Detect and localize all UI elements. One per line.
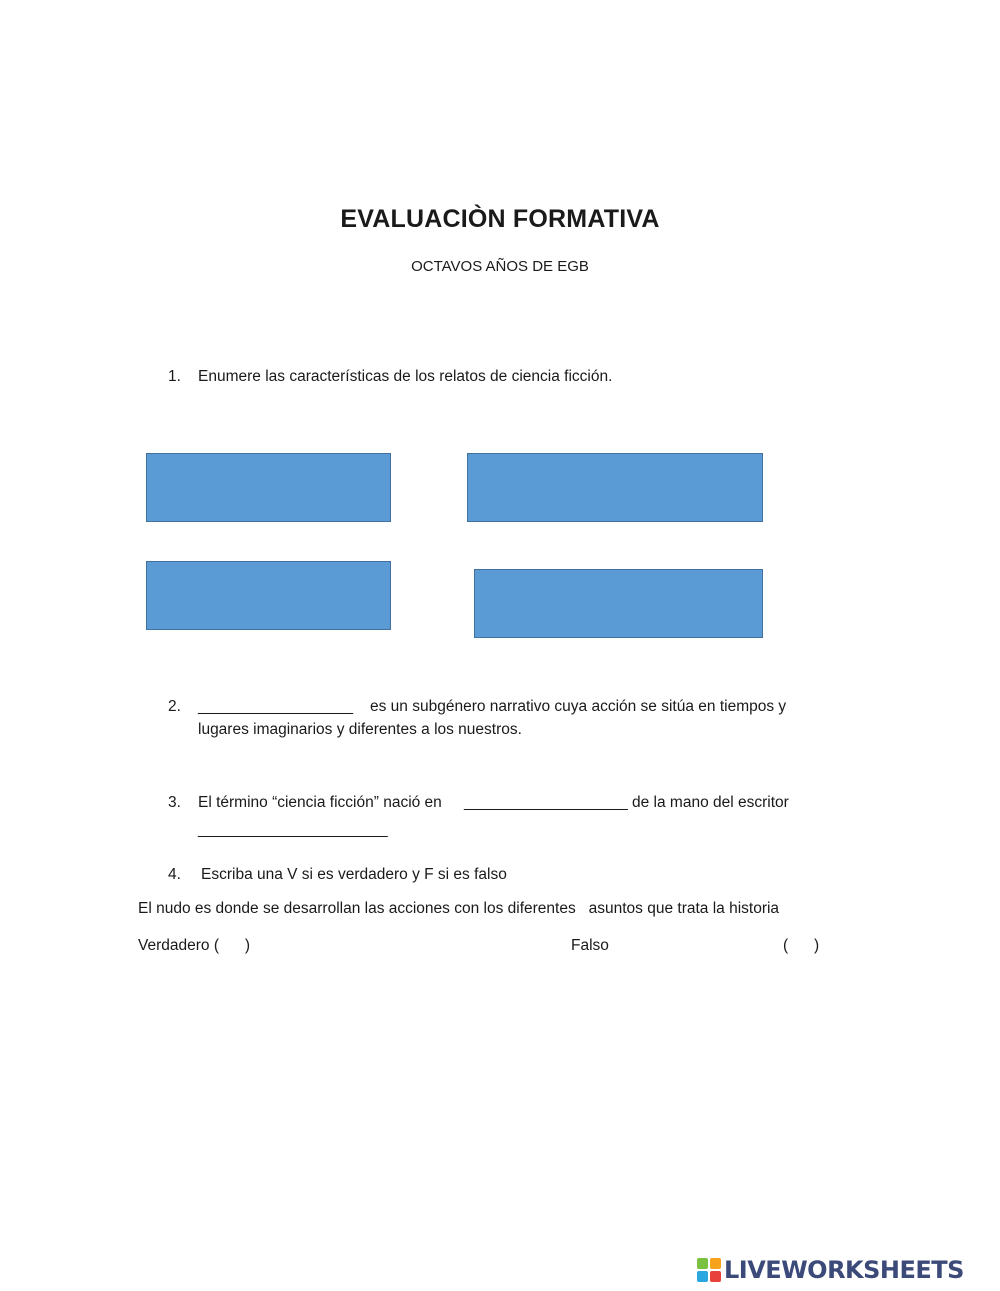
- answer-box-1[interactable]: [146, 453, 391, 522]
- logo-icon: [697, 1258, 721, 1282]
- page-subtitle: OCTAVOS AÑOS DE EGB: [411, 258, 589, 275]
- logo-tile-e: [710, 1271, 721, 1282]
- question-4-statement: El nudo es donde se desarrollan las acciones con los diferentes asuntos que trata la historia: [138, 900, 780, 917]
- logo-tile-v: [697, 1271, 708, 1282]
- question-1-number: 1.: [168, 368, 181, 385]
- question-4-text: Escriba una V si es verdadero y F si es falso: [201, 866, 507, 883]
- false-option-label: Falso: [571, 937, 609, 954]
- liveworksheets-logo: [697, 1256, 964, 1284]
- question-1-text: Enumere las características de los relatos de ciencia ficción.: [198, 368, 613, 385]
- true-option[interactable]: Verdadero ( ): [138, 937, 250, 954]
- question-2-number: 2.: [168, 698, 181, 715]
- answer-box-4[interactable]: [474, 569, 763, 638]
- question-2-blank[interactable]: __________________: [198, 698, 354, 715]
- logo-text: LIVEWORKSHEETS: [724, 1256, 964, 1284]
- question-3-blank-writer[interactable]: ______________________: [198, 821, 388, 838]
- logo-tile-l: [697, 1258, 708, 1269]
- page-title: EVALUACIÒN FORMATIVA: [340, 205, 660, 233]
- false-option[interactable]: ( ): [783, 937, 820, 954]
- question-4-number: 4.: [168, 866, 181, 883]
- question-3-text-b: de la mano del escritor: [632, 794, 789, 811]
- answer-box-3[interactable]: [146, 561, 391, 630]
- question-2-text-line2: lugares imaginarios y diferentes a los nuestros.: [198, 721, 522, 738]
- question-2-text-line1: es un subgénero narrativo cuya acción se sitúa en tiempos y: [370, 698, 787, 715]
- question-3-blank-year[interactable]: ___________________: [464, 794, 628, 811]
- logo-tile-i: [710, 1258, 721, 1269]
- answer-box-2[interactable]: [467, 453, 763, 522]
- question-3-number: 3.: [168, 794, 181, 811]
- question-3-text-a: El término “ciencia ficción” nació en: [198, 794, 442, 811]
